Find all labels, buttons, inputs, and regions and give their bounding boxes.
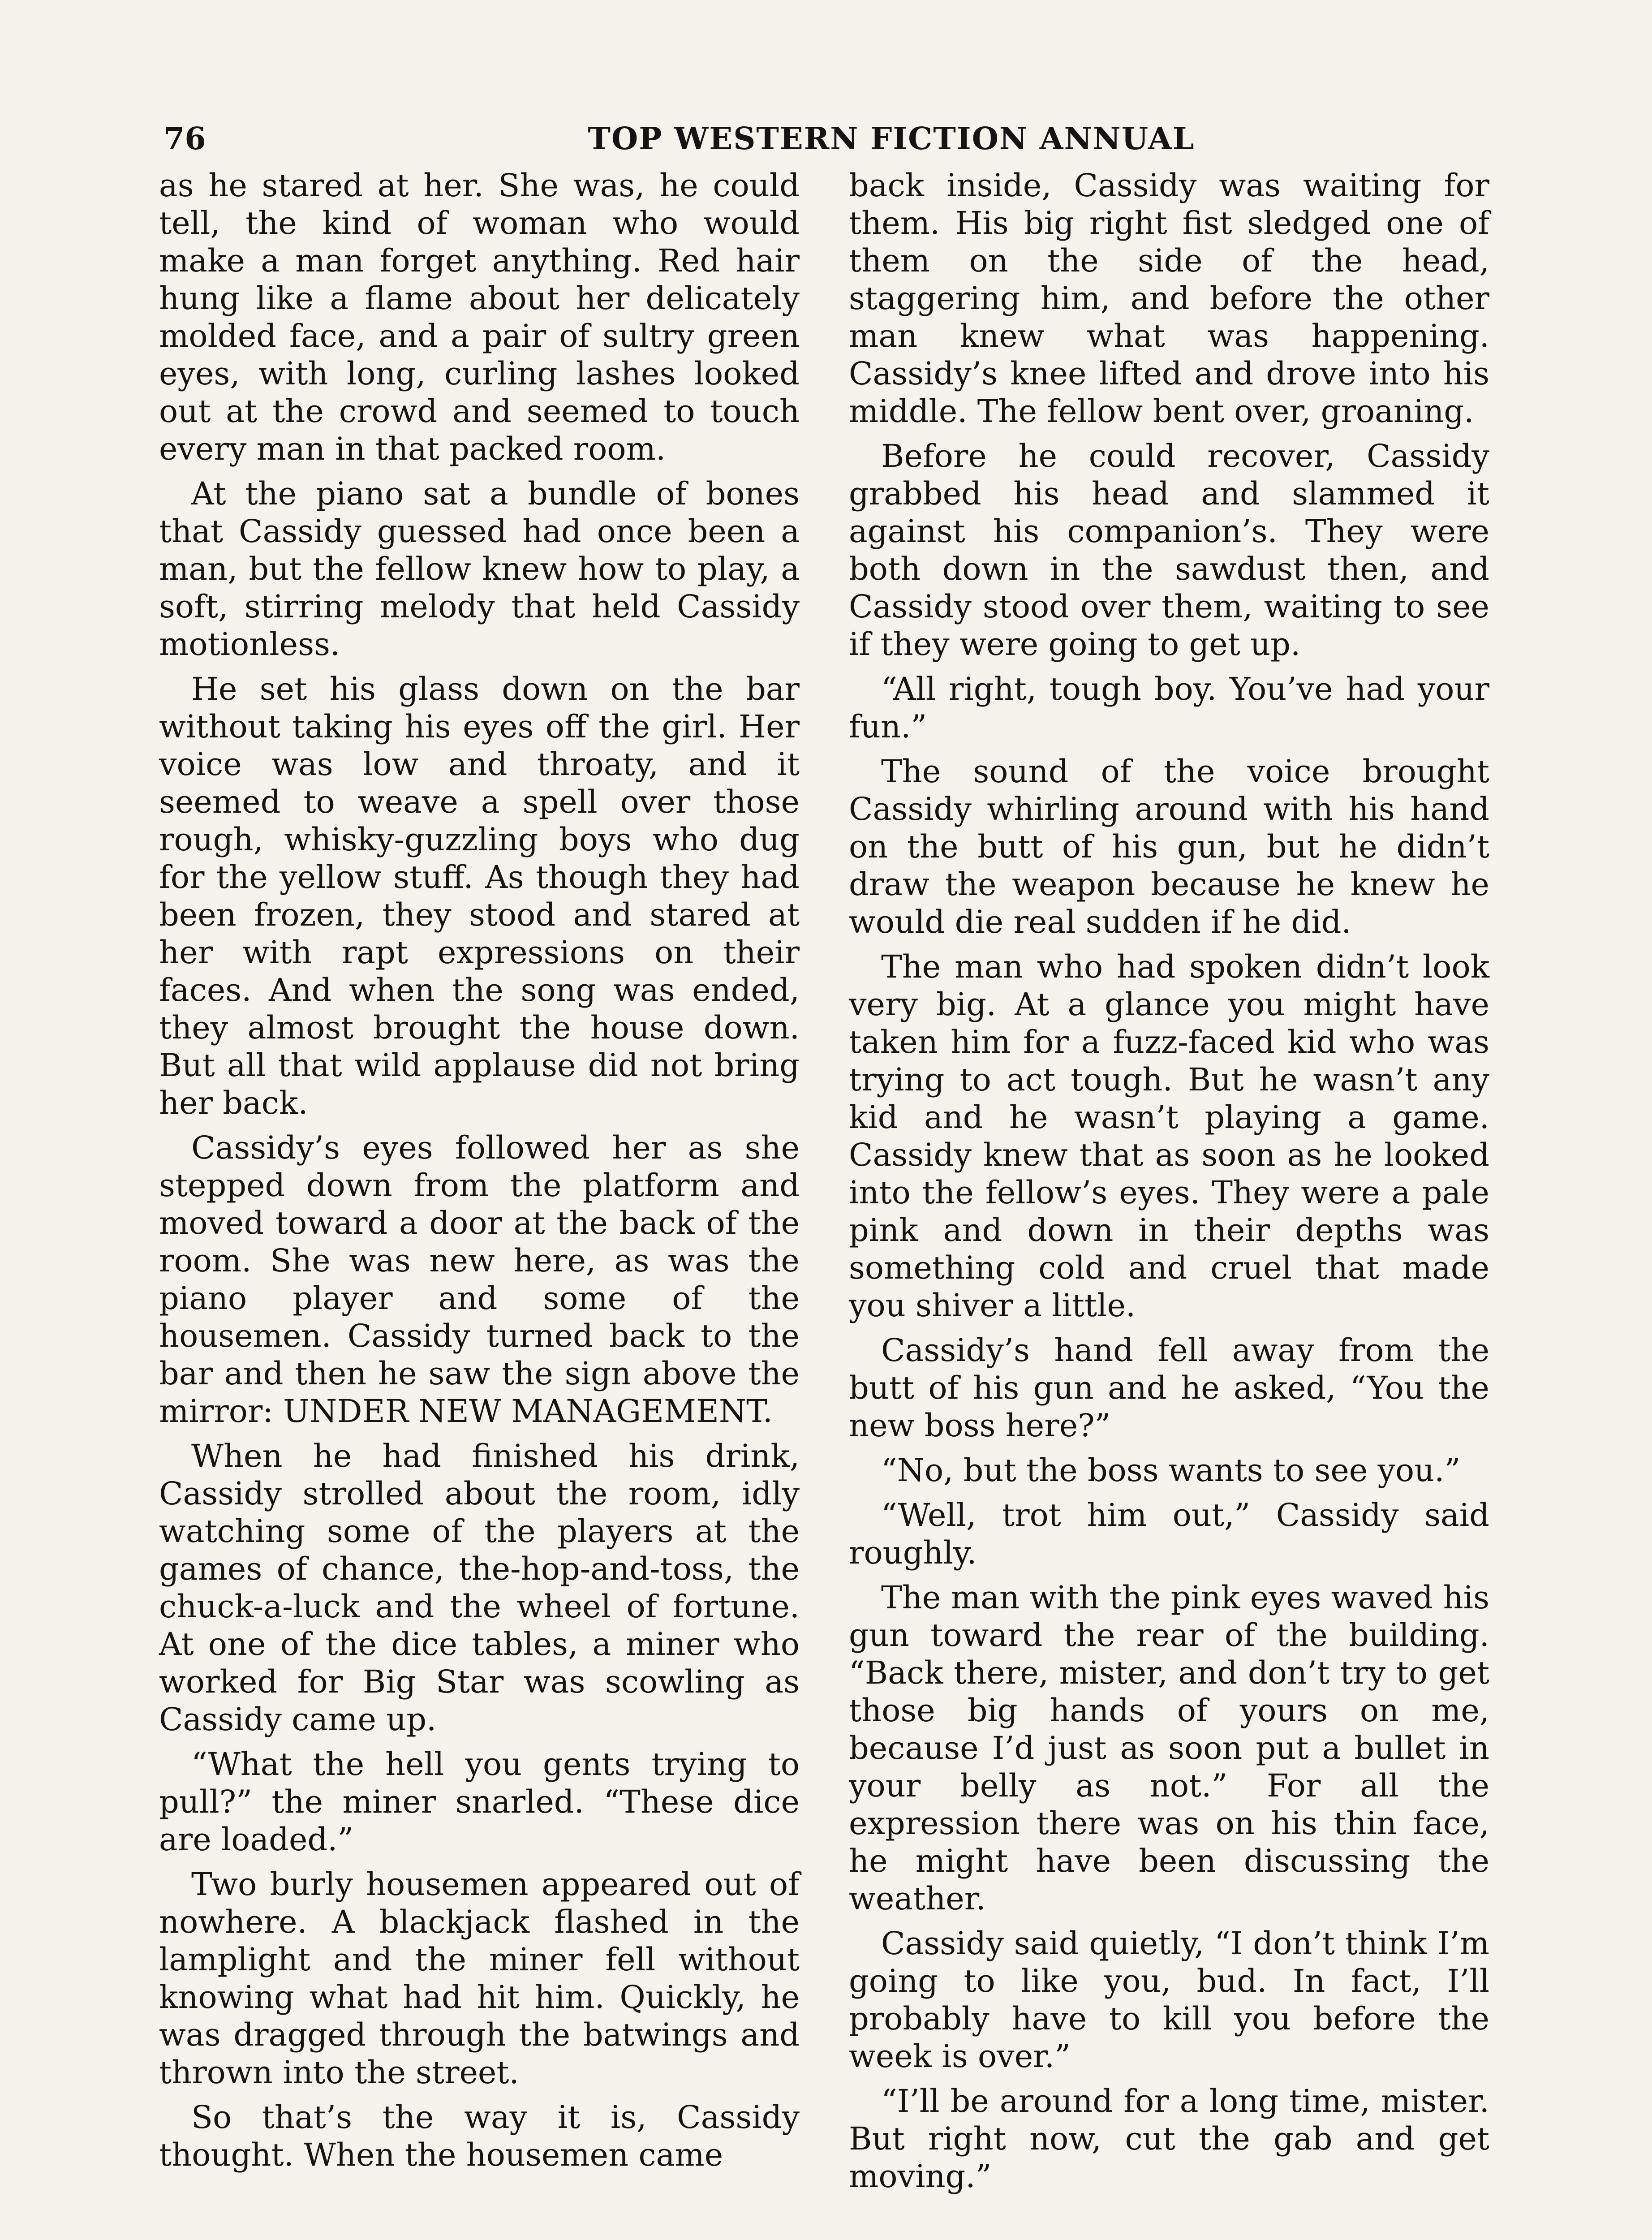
running-title: TOP WESTERN FICTION ANNUAL	[588, 121, 1195, 157]
paragraph: At the piano sat a bundle of bones that Cassidy guessed had once been a man, but the fellow knew how to play, a soft, stirring melody that held Cassidy motionless.	[159, 475, 800, 663]
paragraph: Two burly housemen appeared out of nowhere. A blackjack flashed in the lamplight and the miner fell without knowing what had hit him. Quickly, he was dragged through the batwings and thrown into the street.	[159, 1866, 800, 2091]
paragraph: back inside, Cassidy was waiting for them. His big right fist sledged one of them on the side of the head, staggering him, and before the other man knew what was happening. Cassidy’s knee lifted and drove into his middle. The fellow bent over, groaning.	[849, 167, 1489, 430]
paragraph: “All right, tough boy. You’ve had your fun.”	[849, 671, 1489, 745]
paragraph: The man who had spoken didn’t look very big. At a glance you might have taken him for a fuzz-faced kid who was trying to act tough. But he wasn’t any kid and he wasn’t playing a game. Cassidy knew that as soon as he looked into the fellow’s eyes. They were a pale pink and down in their depths was something cold and cruel that made you shiver a little.	[849, 948, 1489, 1324]
page-header	[163, 114, 1507, 164]
page-number: 76	[163, 121, 206, 157]
paragraph: as he stared at her. She was, he could tell, the kind of woman who would make a man forget anything. Red hair hung like a flame about her delicately molded face, and a pair of sultry green eyes, with long, curling lashes looked out at the crowd and seemed to touch every man in that packed room.	[159, 167, 800, 467]
paragraph: Cassidy’s hand fell away from the butt of his gun and he asked, “You the new boss here?”	[849, 1332, 1489, 1444]
paragraph: “I’ll be around for a long time, mister. But right now, cut the gab and get moving.”	[849, 2083, 1489, 2195]
paragraph: Before he could recover, Cassidy grabbed his head and slammed it against his companion’s. They were both down in the sawdust then, and Cassidy stood over them, waiting to see if they were going to get up.	[849, 438, 1489, 663]
paragraph: The sound of the voice brought Cassidy whirling around with his hand on the butt of his gun, but he didn’t draw the weapon because he knew he would die real sudden if he did.	[849, 753, 1489, 940]
left-column	[159, 167, 800, 2181]
paragraph: So that’s the way it is, Cassidy thought. When the housemen came	[159, 2099, 800, 2173]
paragraph: The man with the pink eyes waved his gun toward the rear of the building. “Back there, mister, and don’t try to get those big hands of yours on me, because I’d just as soon put a bullet in your belly as not.” For all the expression there was on his thin face, he might have been discussing the weather.	[849, 1579, 1489, 1917]
paragraph: When he had finished his drink, Cassidy strolled about the room, idly watching some of the players at the games of chance, the-hop-and-toss, the chuck-a-luck and the wheel of fortune. At one of the dice tables, a miner who worked for Big Star was scowling as Cassidy came up.	[159, 1438, 800, 1738]
paragraph: Cassidy’s eyes followed her as she stepped down from the platform and moved toward a door at the back of the room. She was new here, as was the piano player and some of the housemen. Cassidy turned back to the bar and then he saw the sign above the mirror: UNDER NEW MANAGEMENT.	[159, 1129, 800, 1430]
paragraph: Cassidy said quietly, “I don’t think I’m going to like you, bud. In fact, I’ll probably have to kill you before the week is over.”	[849, 1925, 1489, 2075]
paragraph: He set his glass down on the bar without taking his eyes off the girl. Her voice was low and throaty, and it seemed to weave a spell over those rough, whisky-guzzling boys who dug for the yellow stuff. As though they had been frozen, they stood and stared at her with rapt expressions on their faces. And when the song was ended, they almost brought the house down. But all that wild applause did not bring her back.	[159, 671, 800, 1121]
paragraph: “No, but the boss wants to see you.”	[881, 1452, 1461, 1489]
paragraph: “Well, trot him out,” Cassidy said roughly.	[849, 1497, 1489, 1571]
right-column	[849, 167, 1489, 2202]
paragraph: “What the hell you gents trying to pull?” the miner snarled. “These dice are loaded.”	[159, 1746, 800, 1858]
